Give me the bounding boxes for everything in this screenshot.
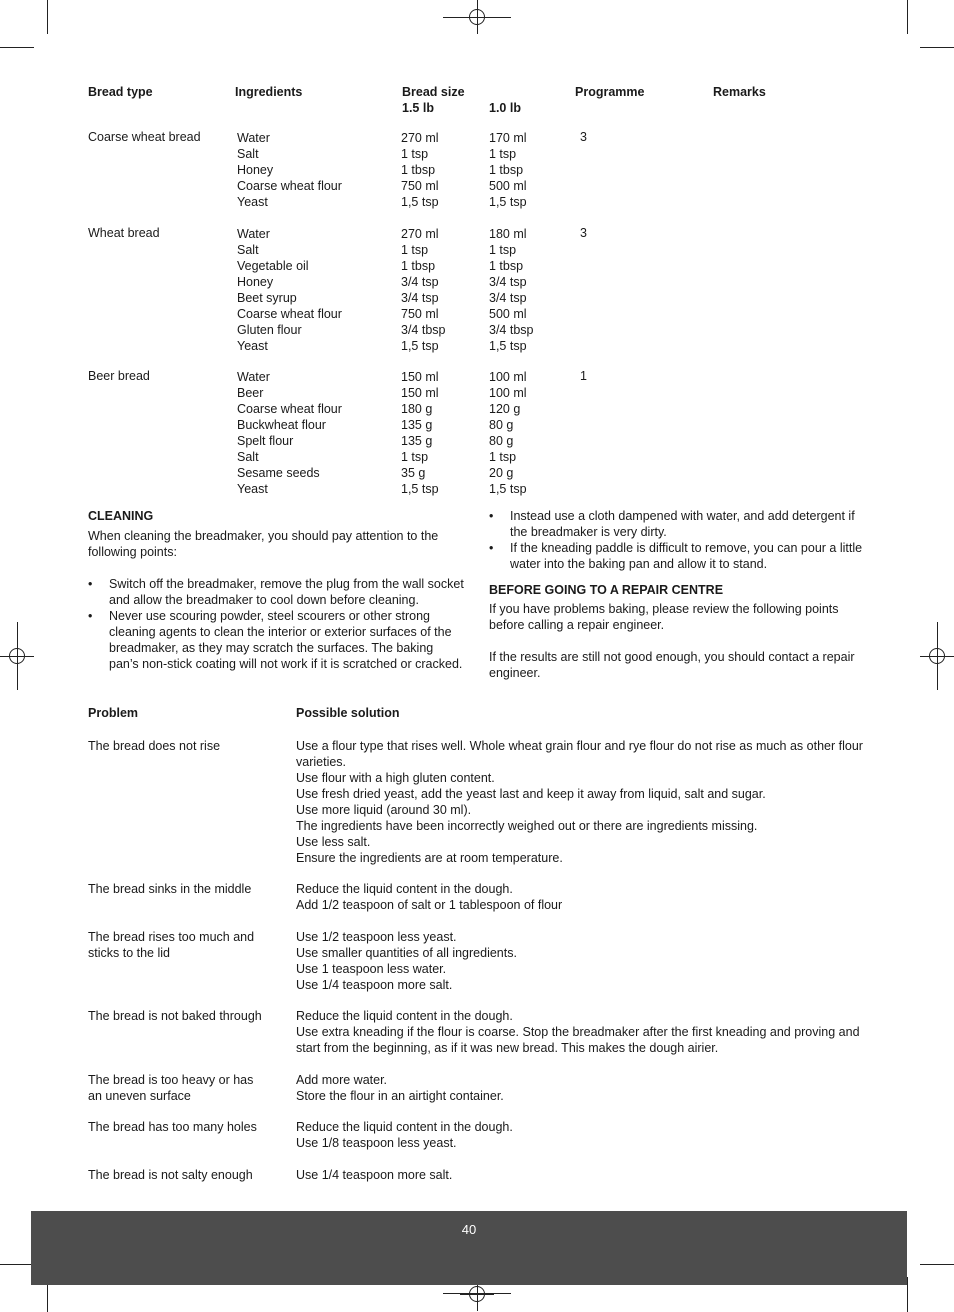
- ingredient-list: [237, 226, 342, 354]
- quantity: 500 ml: [489, 179, 527, 193]
- solution-line: Use 1/4 teaspoon more salt.: [296, 1168, 453, 1182]
- registration-mark-icon: [460, 0, 494, 34]
- quantity-large-list: [401, 369, 439, 497]
- ingredient: Sesame seeds: [237, 466, 320, 480]
- quantity: 1,5 tsp: [401, 195, 439, 209]
- ingredient: Honey: [237, 163, 274, 177]
- ingredient: Buckwheat flour: [237, 418, 326, 432]
- crop-mark: [920, 47, 954, 48]
- quantity: 80 g: [489, 434, 514, 448]
- repair-heading: BEFORE GOING TO A REPAIR CENTRE: [489, 583, 724, 597]
- recipe-name: Beer bread: [88, 369, 150, 383]
- solution-list: [296, 1167, 866, 1183]
- quantity: 270 ml: [401, 227, 439, 241]
- quantity: 35 g: [401, 466, 426, 480]
- programme-number: 3: [580, 130, 587, 144]
- ingredient: Yeast: [237, 339, 268, 353]
- quantity: 135 g: [401, 418, 433, 432]
- quantity-small-list: [489, 226, 533, 354]
- solution-line: Use extra kneading if the flour is coarse. Stop the breadmaker after the first kneading and proving and start from the beginning, as if it was new bread. This makes the dough airier.: [296, 1025, 860, 1055]
- quantity: 270 ml: [401, 131, 439, 145]
- solution-line: Reduce the liquid content in the dough.: [296, 1009, 513, 1023]
- cleaning-intro: When cleaning the breadmaker, you should pay attention to the following points:: [88, 529, 439, 559]
- cleaning-bullet: • Instead use a cloth dampened with water, and add detergent if the breadmaker is very dirty.: [489, 508, 869, 540]
- ingredient: Honey: [237, 275, 274, 289]
- ingredient: Vegetable oil: [237, 259, 309, 273]
- quantity: 3/4 tsp: [401, 291, 439, 305]
- ingredient: Coarse wheat flour: [237, 402, 342, 416]
- quantity: 20 g: [489, 466, 514, 480]
- solution-line: Add 1/2 teaspoon of salt or 1 tablespoon of flour: [296, 898, 563, 912]
- registration-mark-icon: [920, 639, 954, 673]
- solution-line: Use less salt.: [296, 835, 371, 849]
- cleaning-bullet: • Switch off the breadmaker, remove the plug from the wall socket and allow the breadmaker to cool down before cleaning.: [88, 576, 466, 608]
- quantity: 3/4 tbsp: [401, 323, 446, 337]
- ingredient: Beet syrup: [237, 291, 297, 305]
- solution-line: Reduce the liquid content in the dough.: [296, 1120, 513, 1134]
- quantity: 1 tsp: [401, 147, 429, 161]
- col-header-problem: Problem: [88, 706, 139, 720]
- problem-text: The bread rises too much and sticks to the lid: [88, 930, 255, 960]
- cleaning-bullet: • If the kneading paddle is difficult to remove, you can pour a little water into the baking pan and allow it to stand.: [489, 540, 869, 572]
- solution-line: Use more liquid (around 30 ml).: [296, 803, 472, 817]
- solution-list: [296, 1072, 866, 1104]
- col-header-remarks: Remarks: [713, 85, 766, 99]
- quantity: 500 ml: [489, 307, 527, 321]
- quantity: 100 ml: [489, 370, 527, 384]
- solution-list: [296, 1119, 866, 1151]
- ingredient: Salt: [237, 147, 259, 161]
- solution-list: [296, 929, 866, 993]
- crop-mark: [907, 1277, 908, 1312]
- ingredient: Gluten flour: [237, 323, 302, 337]
- solution-line: Use 1/4 teaspoon more salt.: [296, 978, 453, 992]
- problem-text: The bread has too many holes: [88, 1120, 257, 1134]
- solution-line: Use a flour type that rises well. Whole wheat grain flour and rye flour do not rise as much as other flour varieties.: [296, 739, 863, 769]
- registration-mark-icon: [0, 639, 34, 673]
- recipe-name: Wheat bread: [88, 226, 160, 240]
- cleaning-section: [88, 508, 466, 672]
- quantity: 750 ml: [401, 307, 439, 321]
- quantity: 150 ml: [401, 370, 439, 384]
- quantity: 1 tsp: [401, 450, 429, 464]
- solution-line: Use 1/2 teaspoon less yeast.: [296, 930, 457, 944]
- solution-line: Use flour with a high gluten content.: [296, 771, 495, 785]
- solution-list: [296, 881, 866, 913]
- col-header-programme: Programme: [575, 85, 645, 99]
- quantity: 1,5 tsp: [489, 482, 527, 496]
- quantity: 1 tbsp: [489, 259, 524, 273]
- quantity: 1,5 tsp: [489, 339, 527, 353]
- quantity: 1 tbsp: [401, 259, 436, 273]
- quantity: 120 g: [489, 402, 521, 416]
- col-header-bread-type: Bread type: [88, 85, 153, 99]
- col-header-solution: Possible solution: [296, 706, 400, 720]
- quantity: 3/4 tsp: [489, 275, 527, 289]
- solution-line: Use 1/8 teaspoon less yeast.: [296, 1136, 457, 1150]
- quantity-large-list: [401, 226, 445, 354]
- col-header-bread-size: Bread size: [402, 85, 465, 99]
- quantity: 1 tbsp: [489, 163, 524, 177]
- problem-text: The bread is not salty enough: [88, 1168, 253, 1182]
- solution-line: Use smaller quantities of all ingredients.: [296, 946, 517, 960]
- crop-mark: [47, 0, 48, 34]
- quantity: 100 ml: [489, 386, 527, 400]
- quantity: 1,5 tsp: [401, 339, 439, 353]
- quantity: 170 ml: [489, 131, 527, 145]
- solution-line: Store the flour in an airtight container.: [296, 1089, 504, 1103]
- ingredient-list: [237, 130, 342, 210]
- quantity-small-list: [489, 369, 527, 497]
- quantity: 1 tsp: [489, 450, 517, 464]
- ingredient-list: [237, 369, 342, 497]
- quantity-small-list: [489, 130, 527, 210]
- cleaning-heading: CLEANING: [88, 509, 154, 523]
- quantity: 180 g: [401, 402, 433, 416]
- cleaning-bullet: • Never use scouring powder, steel scourers or other strong cleaning agents to clean the interior or exterior surfaces of the breadmaker, as they may scratch the surfaces. The baking pan’s non-stick coating will not work if it is scratched or cracked.: [88, 608, 466, 672]
- solution-list: [296, 1008, 866, 1056]
- problem-text: The bread sinks in the middle: [88, 882, 252, 896]
- quantity: 150 ml: [401, 386, 439, 400]
- ingredient: Yeast: [237, 195, 268, 209]
- quantity: 3/4 tbsp: [489, 323, 534, 337]
- problem-text: The bread is not baked through: [88, 1009, 262, 1023]
- quantity-large-list: [401, 130, 439, 210]
- ingredient: Water: [237, 227, 270, 241]
- problem-text: The bread is too heavy or has an uneven surface: [88, 1073, 254, 1103]
- crop-mark: [0, 47, 34, 48]
- page-number: 40: [461, 1222, 477, 1237]
- solution-line: Reduce the liquid content in the dough.: [296, 882, 513, 896]
- crop-mark: [907, 0, 908, 34]
- quantity: 1,5 tsp: [489, 195, 527, 209]
- quantity: 1 tsp: [489, 243, 517, 257]
- quantity: 180 ml: [489, 227, 527, 241]
- quantity: 1,5 tsp: [401, 482, 439, 496]
- ingredient: Yeast: [237, 482, 268, 496]
- problem-text: The bread does not rise: [88, 739, 221, 753]
- quantity: 1 tbsp: [401, 163, 436, 177]
- ingredient: Coarse wheat flour: [237, 179, 342, 193]
- solution-line: Use 1 teaspoon less water.: [296, 962, 447, 976]
- right-column: [489, 508, 869, 681]
- col-header-size-large: 1.5 lb: [402, 101, 434, 115]
- ingredient: Spelt flour: [237, 434, 294, 448]
- solution-line: Ensure the ingredients are at room temperature.: [296, 851, 563, 865]
- quantity: 135 g: [401, 434, 433, 448]
- ingredient: Salt: [237, 450, 259, 464]
- ingredient: Coarse wheat flour: [237, 307, 342, 321]
- recipe-name: Coarse wheat bread: [88, 130, 201, 144]
- quantity: 1 tsp: [489, 147, 517, 161]
- ingredient: Salt: [237, 243, 259, 257]
- crop-mark: [0, 1264, 34, 1265]
- cleaning-bullet-list: [88, 576, 466, 672]
- solution-list: [296, 738, 866, 866]
- col-header-size-small: 1.0 lb: [489, 101, 521, 115]
- quantity: 80 g: [489, 418, 514, 432]
- quantity: 3/4 tsp: [489, 291, 527, 305]
- programme-number: 1: [580, 369, 587, 383]
- solution-line: Use fresh dried yeast, add the yeast last and keep it away from liquid, salt and sugar.: [296, 787, 766, 801]
- quantity: 1 tsp: [401, 243, 429, 257]
- cleaning-bullet-list: [489, 508, 869, 572]
- solution-line: The ingredients have been incorrectly weighed out or there are ingredients missing.: [296, 819, 758, 833]
- repair-paragraph: If the results are still not good enough, you should contact a repair engineer.: [489, 650, 855, 680]
- programme-number: 3: [580, 226, 587, 240]
- page-footer: [31, 1211, 907, 1285]
- solution-line: Add more water.: [296, 1073, 388, 1087]
- col-header-ingredients: Ingredients: [235, 85, 303, 99]
- quantity: 750 ml: [401, 179, 439, 193]
- ingredient: Beer: [237, 386, 264, 400]
- repair-paragraph: If you have problems baking, please review the following points before calling a repair engineer.: [489, 602, 839, 632]
- ingredient: Water: [237, 131, 270, 145]
- ingredient: Water: [237, 370, 270, 384]
- crop-mark: [920, 1264, 954, 1265]
- quantity: 3/4 tsp: [401, 275, 439, 289]
